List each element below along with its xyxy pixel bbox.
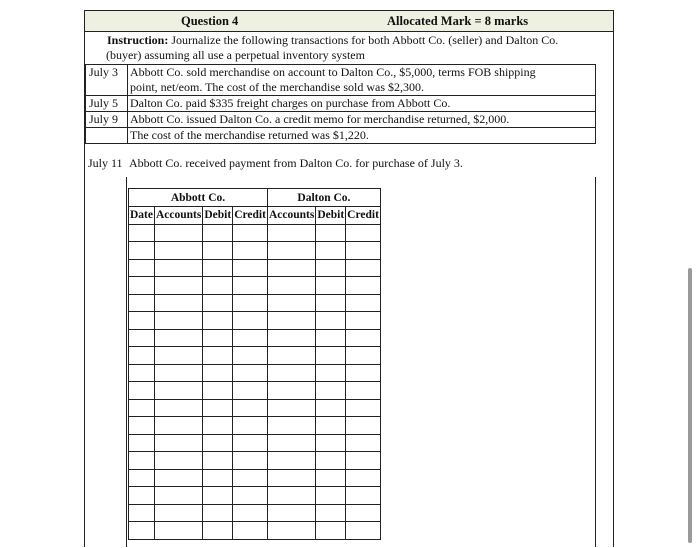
- journal-cell[interactable]: [346, 469, 381, 487]
- journal-cell[interactable]: [267, 277, 315, 295]
- journal-row: [129, 364, 381, 382]
- journal-row: [129, 259, 381, 277]
- journal-cell[interactable]: [267, 294, 315, 312]
- journal-cell[interactable]: [155, 224, 203, 242]
- journal-cell[interactable]: [316, 469, 346, 487]
- transaction-date: July 11: [88, 156, 123, 170]
- journal-row: [129, 417, 381, 435]
- journal-cell[interactable]: [155, 399, 203, 417]
- journal-cell[interactable]: [346, 504, 381, 522]
- journal-cell[interactable]: [346, 259, 381, 277]
- journal-cell[interactable]: [203, 294, 233, 312]
- journal-cell[interactable]: [267, 452, 315, 470]
- journal-cell[interactable]: [203, 434, 233, 452]
- abbott-group-header: Abbott Co.: [129, 189, 268, 207]
- journal-cell[interactable]: [203, 399, 233, 417]
- journal-cell[interactable]: [203, 259, 233, 277]
- journal-cell[interactable]: [129, 224, 155, 242]
- journal-cell[interactable]: [346, 417, 381, 435]
- journal-cell[interactable]: [346, 294, 381, 312]
- journal-cell[interactable]: [155, 259, 203, 277]
- journal-cell[interactable]: [129, 347, 155, 365]
- journal-cell[interactable]: [233, 347, 268, 365]
- transaction-row: [86, 65, 595, 95]
- journal-cell[interactable]: [203, 504, 233, 522]
- journal-cell[interactable]: [346, 224, 381, 242]
- journal-cell[interactable]: [316, 522, 346, 540]
- journal-row: [129, 294, 381, 312]
- journal-cell[interactable]: [267, 417, 315, 435]
- journal-cell[interactable]: [233, 382, 268, 400]
- journal-cell[interactable]: [129, 312, 155, 330]
- journal-cell[interactable]: [316, 277, 346, 295]
- column-divider: [126, 177, 127, 547]
- journal-cell[interactable]: [203, 242, 233, 260]
- journal-cell[interactable]: [129, 329, 155, 347]
- dalton-group-header: Dalton Co.: [267, 189, 380, 207]
- journal-cell[interactable]: [346, 364, 381, 382]
- journal-cell[interactable]: [267, 504, 315, 522]
- journal-cell[interactable]: [316, 417, 346, 435]
- transaction-date: July 3: [86, 65, 128, 95]
- journal-cell[interactable]: [203, 452, 233, 470]
- question-title: Question 4: [181, 14, 239, 28]
- journal-row: [129, 329, 381, 347]
- journal-cell[interactable]: [316, 504, 346, 522]
- journal-cell[interactable]: [129, 417, 155, 435]
- transaction-description: The cost of the merchandise returned was $1,220.: [130, 128, 369, 142]
- journal-row: [129, 399, 381, 417]
- journal-cell[interactable]: [316, 242, 346, 260]
- journal-cell[interactable]: [203, 347, 233, 365]
- journal-cell[interactable]: [129, 259, 155, 277]
- transaction-row: [86, 95, 595, 111]
- journal-cell[interactable]: [155, 382, 203, 400]
- journal-cell[interactable]: [316, 294, 346, 312]
- journal-row: [129, 434, 381, 452]
- journal-cell[interactable]: [129, 399, 155, 417]
- instruction-line-2: (buyer) assuming all use a perpetual inventory system: [106, 48, 365, 62]
- journal-cell[interactable]: [346, 329, 381, 347]
- journal-cell[interactable]: [129, 434, 155, 452]
- journal-cell[interactable]: [267, 487, 315, 505]
- journal-cell[interactable]: [155, 312, 203, 330]
- instruction-text: [107, 33, 627, 63]
- journal-cell[interactable]: [267, 522, 315, 540]
- transaction-description: Abbott Co. issued Dalton Co. a credit memo for merchandise returned, $2,000.: [130, 112, 510, 126]
- question-header: [85, 11, 613, 32]
- journal-cell[interactable]: [233, 329, 268, 347]
- journal-cell[interactable]: [129, 469, 155, 487]
- transaction-date: July 9: [86, 112, 128, 127]
- journal-cell[interactable]: [155, 469, 203, 487]
- journal-cell[interactable]: [267, 242, 315, 260]
- journal-cell[interactable]: [267, 434, 315, 452]
- journal-cell[interactable]: [233, 504, 268, 522]
- journal-cell[interactable]: [316, 312, 346, 330]
- journal-cell[interactable]: [267, 364, 315, 382]
- journal-row: [129, 312, 381, 330]
- journal-cell[interactable]: [346, 382, 381, 400]
- journal-cell[interactable]: [155, 347, 203, 365]
- transaction-row-last: [85, 156, 596, 171]
- journal-cell[interactable]: [346, 242, 381, 260]
- transaction-description: [128, 65, 595, 95]
- transaction-description: Abbott Co. received payment from Dalton Co. for purchase of July 3.: [129, 156, 463, 170]
- journal-cell[interactable]: [155, 277, 203, 295]
- journal-cell[interactable]: [233, 277, 268, 295]
- journal-cell[interactable]: [233, 224, 268, 242]
- journal-row: [129, 469, 381, 487]
- journal-cell[interactable]: [129, 504, 155, 522]
- journal-cell[interactable]: [346, 522, 381, 540]
- journal-cell[interactable]: [129, 522, 155, 540]
- journal-body: [129, 224, 381, 539]
- journal-cell[interactable]: [233, 259, 268, 277]
- journal-cell[interactable]: [129, 487, 155, 505]
- journal-cell[interactable]: [316, 259, 346, 277]
- journal-cell[interactable]: [155, 487, 203, 505]
- journal-cell[interactable]: [267, 399, 315, 417]
- journal-row: [129, 347, 381, 365]
- journal-cell[interactable]: [233, 312, 268, 330]
- col-accounts: Accounts: [155, 207, 203, 225]
- journal-cell[interactable]: [203, 522, 233, 540]
- journal-cell[interactable]: [129, 277, 155, 295]
- scrollbar[interactable]: [688, 268, 692, 543]
- transaction-description: Dalton Co. paid $335 freight charges on purchase from Abbott Co.: [130, 96, 451, 110]
- journal-cell[interactable]: [346, 312, 381, 330]
- journal-row: [129, 487, 381, 505]
- journal-cell[interactable]: [316, 434, 346, 452]
- journal-cell[interactable]: [233, 399, 268, 417]
- journal-cell[interactable]: [155, 452, 203, 470]
- frame-right-divider: [595, 177, 596, 547]
- col-credit: Credit: [346, 207, 381, 225]
- journal-cell[interactable]: [346, 487, 381, 505]
- journal-cell[interactable]: [316, 382, 346, 400]
- journal-cell[interactable]: [233, 522, 268, 540]
- journal-cell[interactable]: [155, 434, 203, 452]
- journal-cell[interactable]: [129, 382, 155, 400]
- journal-cell[interactable]: [203, 329, 233, 347]
- journal-cell[interactable]: [203, 487, 233, 505]
- journal-cell[interactable]: [203, 224, 233, 242]
- journal-cell[interactable]: [316, 452, 346, 470]
- journal-cell[interactable]: [233, 469, 268, 487]
- journal-cell[interactable]: [316, 399, 346, 417]
- journal-cell[interactable]: [267, 312, 315, 330]
- journal-cell[interactable]: [267, 347, 315, 365]
- journal-cell[interactable]: [129, 294, 155, 312]
- transaction-date: July 5: [86, 96, 128, 111]
- journal-cell[interactable]: [233, 242, 268, 260]
- journal-cell[interactable]: [155, 417, 203, 435]
- journal-cell[interactable]: [346, 277, 381, 295]
- journal-cell[interactable]: [346, 347, 381, 365]
- journal-cell[interactable]: [155, 522, 203, 540]
- journal-cell[interactable]: [155, 329, 203, 347]
- journal-cell[interactable]: [203, 417, 233, 435]
- journal-cell[interactable]: [267, 469, 315, 487]
- journal-cell[interactable]: [267, 329, 315, 347]
- journal-row: [129, 277, 381, 295]
- journal-cell[interactable]: [316, 329, 346, 347]
- col-credit: Credit: [233, 207, 268, 225]
- transaction-line: point, net/eom. The cost of the merchandise sold was $2,300.: [130, 80, 425, 94]
- journal-cell[interactable]: [316, 487, 346, 505]
- journal-cell[interactable]: [155, 364, 203, 382]
- journal-cell[interactable]: [346, 452, 381, 470]
- journal-cell[interactable]: [316, 224, 346, 242]
- instruction-label: Instruction:: [107, 33, 169, 47]
- journal-cell[interactable]: [267, 259, 315, 277]
- allocated-mark: Allocated Mark = 8 marks: [387, 14, 529, 28]
- journal-table: [128, 188, 381, 540]
- journal-cell[interactable]: [155, 504, 203, 522]
- journal-row: [129, 522, 381, 540]
- col-debit: Debit: [203, 207, 233, 225]
- journal-cell[interactable]: [129, 452, 155, 470]
- instruction-line-1: Journalize the following transactions for both Abbott Co. (seller) and Dalton Co.: [168, 33, 559, 47]
- journal-cell[interactable]: [155, 294, 203, 312]
- journal-cell[interactable]: [233, 487, 268, 505]
- journal-cell[interactable]: [267, 382, 315, 400]
- journal-cell[interactable]: [203, 277, 233, 295]
- transaction-line: Abbott Co. sold merchandise on account to Dalton Co., $5,000, terms FOB shipping: [130, 65, 536, 79]
- journal-cell[interactable]: [346, 434, 381, 452]
- journal-cell[interactable]: [267, 224, 315, 242]
- journal-cell[interactable]: [129, 364, 155, 382]
- journal-cell[interactable]: [155, 242, 203, 260]
- transactions-table: [85, 64, 596, 144]
- journal-cell[interactable]: [346, 399, 381, 417]
- journal-cell[interactable]: [233, 452, 268, 470]
- journal-cell[interactable]: [203, 312, 233, 330]
- journal-cell[interactable]: [316, 347, 346, 365]
- journal-cell[interactable]: [203, 469, 233, 487]
- journal-row: [129, 452, 381, 470]
- journal-cell[interactable]: [203, 382, 233, 400]
- journal-cell[interactable]: [129, 242, 155, 260]
- journal-cell[interactable]: [233, 434, 268, 452]
- journal-row: [129, 242, 381, 260]
- journal-row: [129, 504, 381, 522]
- journal-cell[interactable]: [233, 364, 268, 382]
- col-date: Date: [129, 207, 155, 225]
- col-accounts: Accounts: [267, 207, 315, 225]
- journal-row: [129, 382, 381, 400]
- journal-row: [129, 224, 381, 242]
- journal-cell[interactable]: [233, 294, 268, 312]
- journal-cell[interactable]: [203, 364, 233, 382]
- transaction-date: [86, 128, 128, 143]
- journal-cell[interactable]: [233, 417, 268, 435]
- journal-cell[interactable]: [316, 364, 346, 382]
- transaction-row: [86, 127, 595, 143]
- transaction-row: [86, 111, 595, 127]
- col-debit: Debit: [316, 207, 346, 225]
